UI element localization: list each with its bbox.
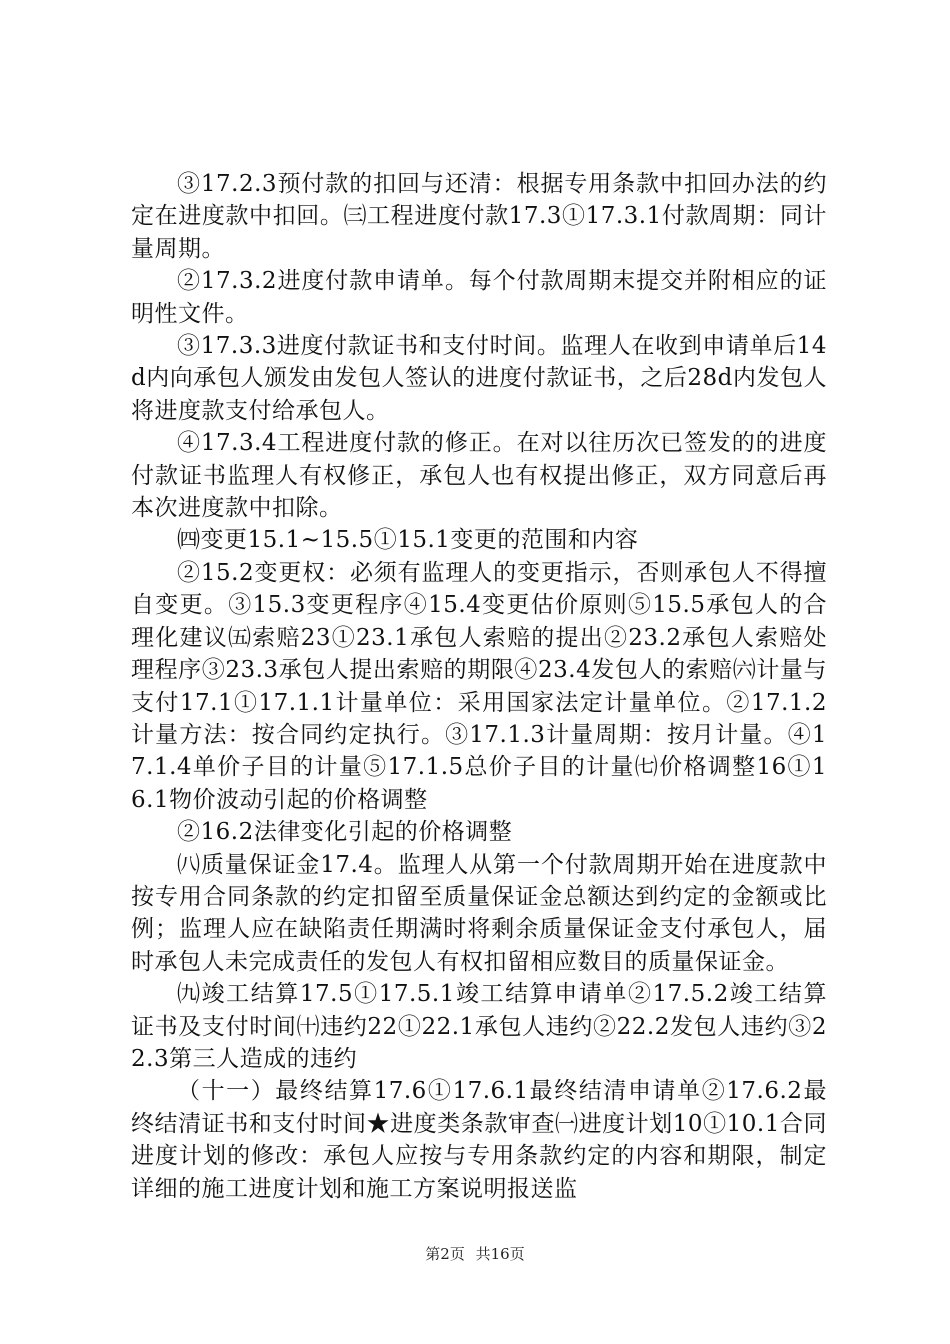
paragraph-6: ②15.2变更权：必须有监理人的变更指示，否则承包人不得擅自变更。③15.3变更程序④15.4变更估价原则⑤15.5承包人的合理化建议㈤索赔23①23.1承包人索赔的提出②23.2承包人索赔处理程序③23.3承包人提出索赔的期限④23.4发包人的索赔㈥计量与支付17.1①17.1.1计量单位：采用国家法定计量单位。②17.1.2计量方法：按合同约定执行。③17.1.3计量周期：按月计量。④17.1.4单价子目的计量⑤17.1.5总价子目的计量㈦价格调整16①16.1物价波动引起的价格调整 <box>131 559 827 813</box>
paragraph-3: ③17.3.3进度付款证书和支付时间。监理人在收到申请单后14d内向承包人颁发由发包人签认的进度付款证书，之后28d内发包人将进度款支付给承包人。 <box>131 333 827 424</box>
document-body <box>131 168 827 1205</box>
page-number: 第2页 <box>425 1245 465 1263</box>
page-footer <box>0 1244 950 1264</box>
paragraph-7: ②16.2法律变化引起的价格调整 <box>177 819 513 846</box>
paragraph-2: ②17.3.2进度付款申请单。每个付款周期末提交并附相应的证明性文件。 <box>131 268 827 327</box>
paragraph-4: ④17.3.4工程进度付款的修正。在对以往历次已签发的的进度付款证书监理人有权修正，承包人也有权提出修正，双方同意后再本次进度款中扣除。 <box>131 430 827 522</box>
paragraph-5: ㈣变更15.1~15.5①15.1变更的范围和内容 <box>177 527 639 554</box>
page-total: 共16页 <box>475 1245 525 1263</box>
paragraph-8: ㈧质量保证金17.4。监理人从第一个付款周期开始在进度款中按专用合同条款的约定扣留至质量保证金总额达到约定的金额或比例；监理人应在缺陷责任期满时将剩余质量保证金支付承包人，届时承包人未完成责任的发包人有权扣留相应数目的质量保证金。 <box>131 851 827 975</box>
paragraph-9: ㈨竣工结算17.5①17.5.1竣工结算申请单②17.5.2竣工结算证书及支付时间㈩违约22①22.1承包人违约②22.2发包人违约③22.3第三人造成的违约 <box>131 981 827 1072</box>
paragraph-10: （十一）最终结算17.6①17.6.1最终结清申请单②17.6.2最终结清证书和支付时间★进度类条款审查㈠进度计划10①10.1合同进度计划的修改：承包人应按与专用条款约定的内容和期限，制定详细的施工进度计划和施工方案说明报送监 <box>131 1078 827 1202</box>
paragraph-1: ③17.2.3预付款的扣回与还清：根据专用条款中扣回办法的约定在进度款中扣回。㈢工程进度付款17.3①17.3.1付款周期：同计量周期。 <box>131 171 827 262</box>
